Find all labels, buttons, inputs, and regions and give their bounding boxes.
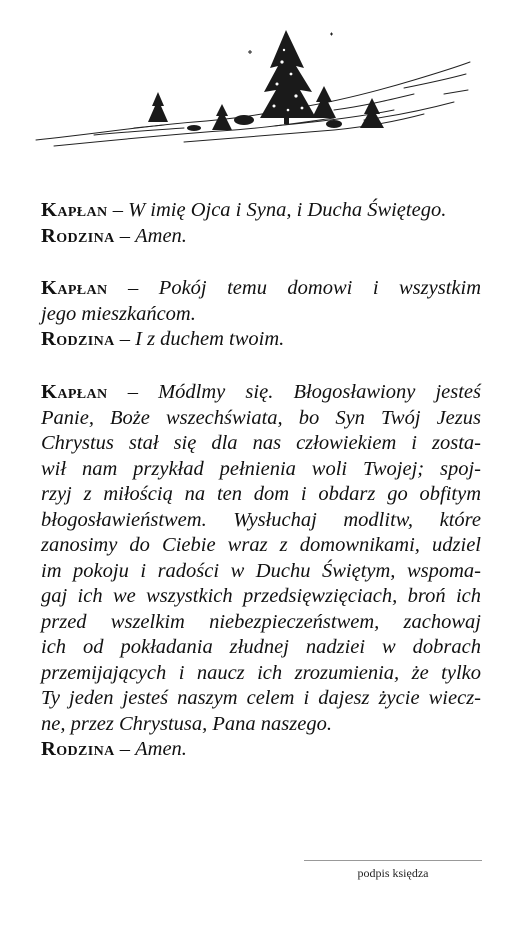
small-pine-tree-icon <box>312 86 384 128</box>
priest-text-line: im pokoju i radości w Duchu Świętym, wspoma- <box>41 559 481 582</box>
family-text: I z duchem twoim. <box>135 328 285 350</box>
priest-text-line: gaj ich we wszystkich przedsięwzięciach, broń ich <box>41 585 481 607</box>
blessing-peace <box>41 276 481 353</box>
priest-text-line: Pokój temu domowi i wszystkim <box>158 277 481 299</box>
priest-text-line: przed wszelkim niebezpieczeństwem, zachowaj <box>41 610 481 633</box>
winter-landscape-illustration <box>34 22 472 152</box>
family-text: Amen. <box>135 224 187 247</box>
priest-text-line: ne, przez Chrystusa, Pana naszego. <box>41 712 332 735</box>
speaker-priest: Kapłan <box>41 381 108 403</box>
speaker-priest: Kapłan <box>41 277 108 299</box>
dash: – <box>114 738 136 760</box>
dash: – <box>107 277 159 299</box>
family-text: Amen. <box>135 738 187 760</box>
priest-text-line: zanosimy do Ciebie wraz z domownikami, udziel <box>41 534 481 556</box>
priest-text-line: przemijających i naucz ich zrozumienia, że tylko <box>41 661 481 684</box>
dash: – <box>114 224 136 247</box>
dash: – <box>114 328 136 350</box>
dash: – <box>107 199 129 221</box>
speaker-priest: Kapłan <box>41 199 108 221</box>
priest-text-line: Panie, Boże wszechświata, bo Syn Twój Jezus <box>41 406 481 429</box>
signature-label: podpis księdza <box>357 866 429 880</box>
dash: – <box>107 381 159 403</box>
speaker-family: Rodzina <box>41 328 115 350</box>
small-pine-tree-icon <box>148 92 232 130</box>
priest-text-line: Chrystus stał się dla nas człowiekiem i zosta- <box>41 432 481 454</box>
priest-text-line: jego mieszkańcom. <box>41 302 196 325</box>
priest-text-line: Módlmy się. Błogosławiony jesteś <box>158 381 481 403</box>
priest-text: W imię Ojca i Syna, i Ducha Świętego. <box>128 199 447 221</box>
priest-text-line: Ty jeden jesteś naszym celem i dajesz życie wiecz- <box>41 687 481 709</box>
priest-text-line: ich od pokładania złudnej nadziei w dobrach <box>41 636 481 658</box>
blessing-prayer <box>41 380 481 763</box>
speaker-family: Rodzina <box>41 224 115 247</box>
priest-text-line: błogosławieństwem. Wysłuchaj modlitw, które <box>41 508 481 531</box>
speaker-family: Rodzina <box>41 738 115 760</box>
blessing-opening <box>41 198 481 249</box>
signature-line <box>304 860 482 861</box>
priest-text-line: wił nam przykład pełnienia woli Twojej; spoj- <box>41 457 481 480</box>
priest-text-line: rzyj z miłością na ten dom i obdarz go obfitym <box>41 483 481 505</box>
